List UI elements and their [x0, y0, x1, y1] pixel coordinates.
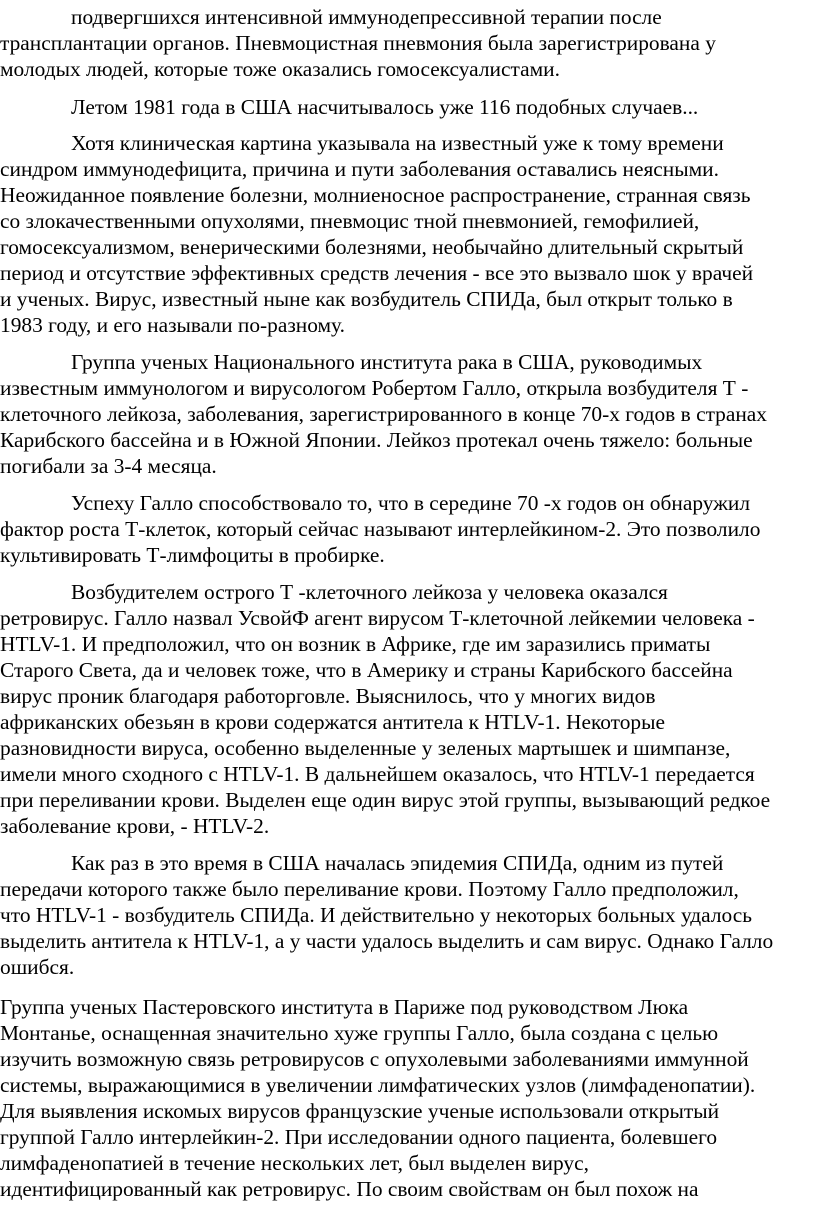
text-line: синдром иммунодефицита, причина и пути заболевания оставались неясными. — [0, 157, 719, 181]
text-line: при переливании крови. Выделен еще один вирус этой группы, вызывающий редкое — [0, 788, 771, 812]
text-line: Неожиданное появление болезни, молниеносное распространение, странная связь — [0, 183, 751, 207]
text-line: клеточного лейкоза, заболевания, зарегистрированного в конце 70-х годов в странах — [0, 402, 767, 426]
text-line: идентифицированный как ретровирус. По своим свойствам он был похож на — [0, 1177, 699, 1201]
text-line: лимфаденопатией в течение нескольких лет, был выделен вирус, — [0, 1151, 589, 1175]
text-line: что HTLV-1 - возбудитель СПИДа. И действительно у некоторых больных удалось — [0, 903, 753, 927]
text-line: ретровирус. Галло назвал УсвойФ агент вирусом Т-клеточной лейкемии человека - — [0, 606, 755, 630]
text-line: Монтанье, оснащенная значительно хуже группы Галло, была создана с целью — [0, 1021, 719, 1045]
text-line: молодых людей, которые тоже оказались гомосексуалистами. — [0, 57, 560, 81]
text-line: заболевание крови, - HTLV-2. — [0, 814, 270, 838]
text-line: ошибся. — [0, 955, 75, 979]
text-line: Группа ученых Национального института рака в США, руководимых — [71, 350, 703, 374]
text-line: трансплантации органов. Пневмоцистная пневмония была зарегистрирована у — [0, 31, 716, 55]
text-line: и ученых. Вирус, известный ныне как возбудитель СПИДа, был открыт только в — [0, 287, 733, 311]
text-line: изучить возможную связь ретровирусов с опухолевыми заболеваниями иммунной — [0, 1047, 749, 1071]
text-line: Группа ученых Пастеровского института в Париже под руководством Люка — [0, 995, 689, 1019]
text-line: Старого Света, да и человек тоже, что в Америку и страны Карибского бассейна — [0, 658, 733, 682]
text-line: гомосексуализмом, венерическими болезнями, необычайно длительный скрытый — [0, 235, 744, 259]
text-line: Возбудителем острого Т -клеточного лейкоза у человека оказался — [71, 580, 668, 604]
text-line: группой Галло интерлейкин-2. При исследовании одного пациента, болевшего — [0, 1125, 718, 1149]
text-line: африканских обезьян в крови содержатся антитела к HTLV-1. Некоторые — [0, 710, 665, 734]
text-line: известным иммунологом и вирусологом Робертом Галло, открыла возбудителя Т - — [0, 376, 749, 400]
text-line: Летом 1981 года в США насчитывалось уже 116 подобных случаев... — [71, 95, 699, 119]
text-line: имели много сходного с HTLV-1. В дальнейшем оказалось, что HTLV-1 передается — [0, 762, 755, 786]
text-line: культивировать Т-лимфоциты в пробирке. — [0, 543, 385, 567]
text-line: системы, выражающимися в увеличении лимфатических узлов (лимфаденопатии). — [0, 1073, 756, 1097]
text-line: Хотя клиническая картина указывала на известный уже к тому времени — [71, 131, 724, 155]
text-line: вирус проник благодаря работорговле. Выяснилось, что у многих видов — [0, 684, 656, 708]
text-line: выделить антитела к HTLV-1, а у части удалось выделить и сам вирус. Однако Галло — [0, 929, 774, 953]
text-line: период и отсутствие эффективных средств лечения - все это вызвало шок у врачей — [0, 261, 754, 285]
text-line: со злокачественными опухолями, пневмоцис тной пневмонией, гемофилией, — [0, 209, 700, 233]
text-line: разновидности вируса, особенно выделенные у зеленых мартышек и шимпанзе, — [0, 736, 731, 760]
text-line: Для выявления искомых вирусов французские ученые использовали открытый — [0, 1099, 720, 1123]
text-line: 1983 году, и его называли по-разному. — [0, 313, 345, 337]
text-line: фактор роста Т-клеток, который сейчас называют интерлейкином-2. Это позволило — [0, 517, 761, 541]
text-line: передачи которого также было переливание крови. Поэтому Галло предположил, — [0, 877, 739, 901]
text-line: Карибского бассейна и в Южной Японии. Лейкоз протекал очень тяжело: больные — [0, 428, 753, 452]
text-line: Успеху Галло способствовало то, что в середине 70 -х годов он обнаружил — [71, 491, 751, 515]
text-line: HTLV-1. И предположил, что он возник в Африке, где им заразились приматы — [0, 632, 711, 656]
text-line: Как раз в это время в США началась эпидемия СПИДа, одним из путей — [71, 851, 724, 875]
text-line: погибали за 3-4 месяца. — [0, 454, 217, 478]
text-line: подвергшихся интенсивной иммунодепрессивной терапии после — [71, 5, 662, 29]
